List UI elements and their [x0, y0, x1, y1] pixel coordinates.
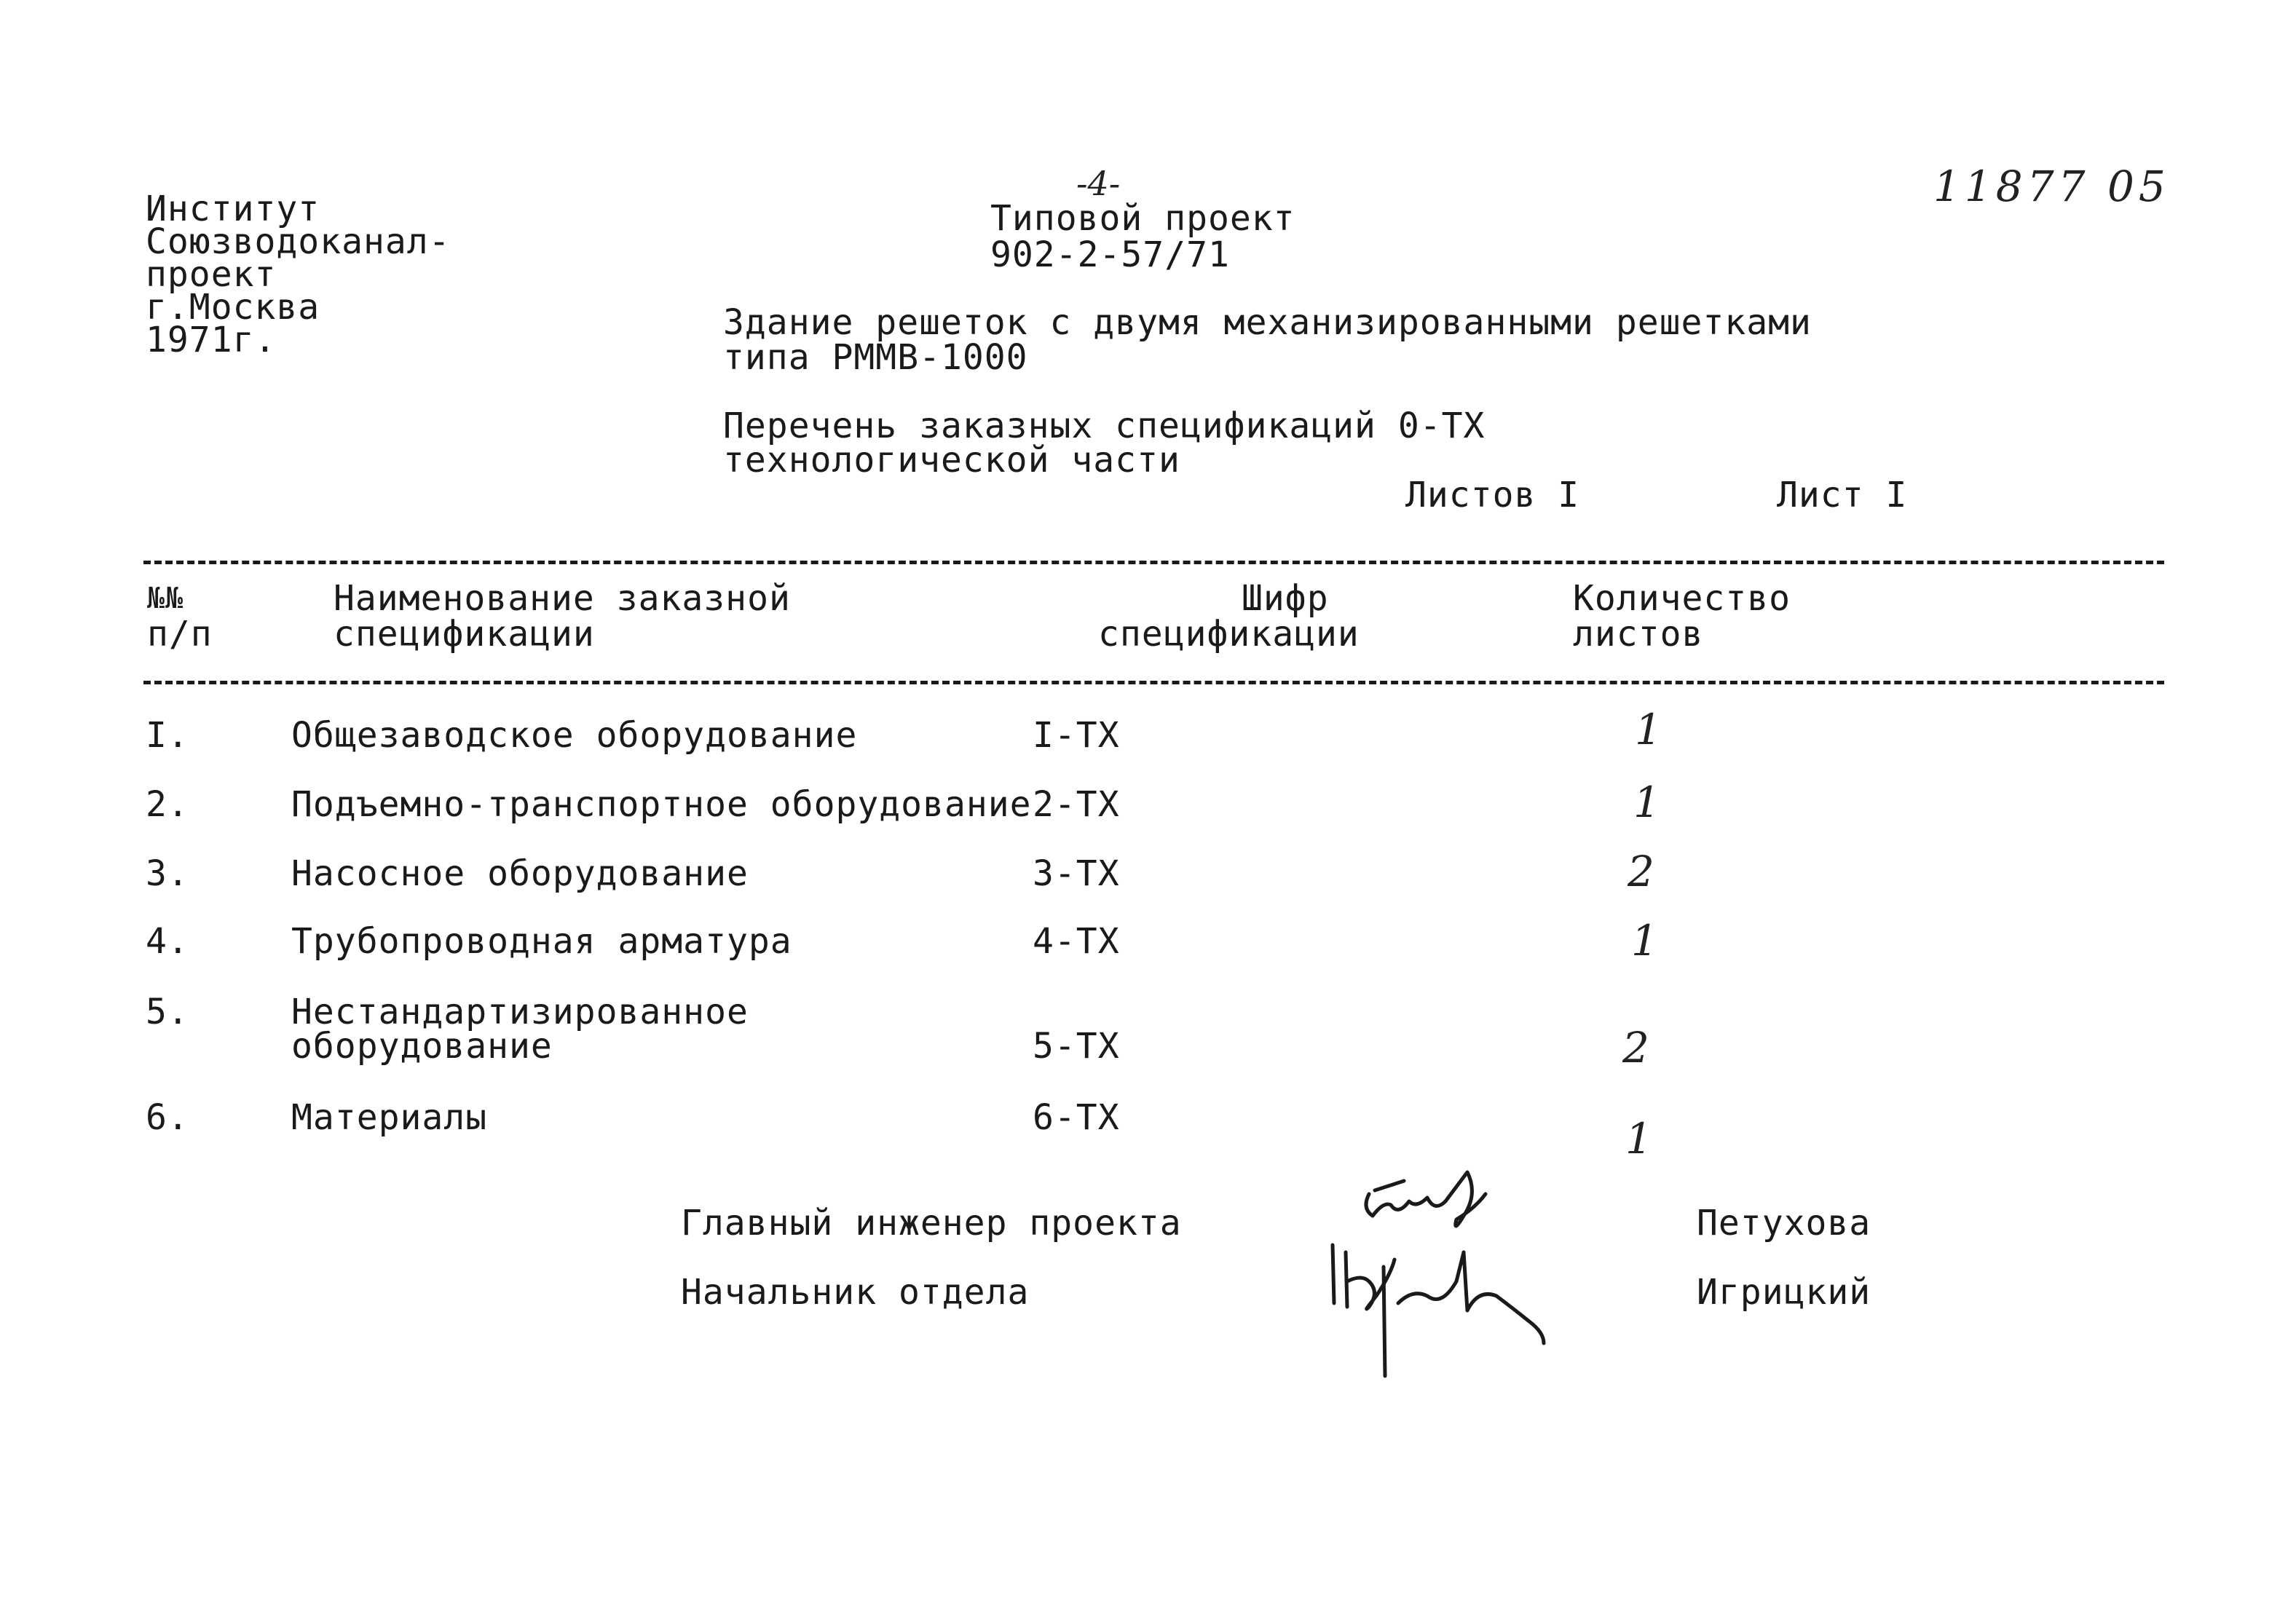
row-sheets: 1	[1633, 778, 1660, 827]
row-number: 6.	[146, 1097, 189, 1138]
signatory-name: Игрицкий	[1697, 1272, 1871, 1313]
institute-line: г.Москва	[146, 287, 320, 328]
col-header-code: Шифр	[1242, 578, 1329, 619]
col-header-name: Наименование заказной	[334, 578, 791, 619]
row-number: I.	[146, 715, 189, 756]
row-name: Насосное оборудование	[291, 853, 749, 894]
signatory-name: Петухова	[1697, 1203, 1871, 1244]
signatory-role: Начальник отдела	[681, 1272, 1030, 1313]
col-header-name-sub: спецификации	[334, 614, 595, 655]
row-sheets: 1	[1635, 705, 1662, 754]
document-subtitle: Перечень заказных спецификаций 0-ТХ	[723, 406, 1486, 446]
row-name: Трубопроводная арматура	[291, 921, 792, 962]
header-divider-bottom	[143, 681, 2164, 684]
row-sheets: 1	[1625, 1114, 1652, 1163]
row-name: Нестандартизированное	[291, 992, 749, 1032]
institute-line: Союзводоканал-	[146, 221, 451, 262]
project-title-continued: типа РММВ-1000	[723, 337, 1028, 378]
page-number: -4-	[1076, 164, 1121, 203]
col-header-sheets: Количество	[1573, 578, 1791, 619]
institute-line: проект	[146, 254, 277, 295]
row-name-continued: оборудование	[291, 1026, 553, 1067]
handwritten-signature	[1311, 1165, 1573, 1383]
row-number: 5.	[146, 992, 189, 1032]
row-name: Общезаводское оборудование	[291, 715, 858, 756]
row-name: Материалы	[291, 1097, 488, 1138]
row-number: 3.	[146, 853, 189, 894]
row-sheets: 2	[1622, 1023, 1649, 1072]
row-code: I-ТХ	[1033, 715, 1120, 756]
col-header-code-sub: спецификации	[1098, 614, 1360, 655]
sheet-number: Лист I	[1777, 475, 1908, 515]
row-code: 4-ТХ	[1033, 921, 1120, 962]
signatory-role: Главный инженер проекта	[681, 1203, 1182, 1244]
project-type: Типовой проект	[990, 198, 1295, 239]
sheets-total: Листов I	[1405, 475, 1580, 515]
col-header-sheets-sub: листов	[1573, 614, 1704, 655]
row-number: 4.	[146, 921, 189, 962]
row-name: Подъемно-транспортное оборудование	[291, 784, 1032, 825]
archive-number: 11877 05	[1933, 162, 2170, 211]
row-code: 5-ТХ	[1033, 1026, 1120, 1067]
row-sheets: 2	[1628, 847, 1654, 896]
col-header-number-sub: п/п	[147, 614, 213, 655]
row-code: 6-ТХ	[1033, 1097, 1120, 1138]
row-sheets: 1	[1631, 916, 1658, 965]
institute-year: 1971г.	[146, 320, 277, 360]
row-code: 2-ТХ	[1033, 784, 1120, 825]
document-subtitle-continued: технологической части	[723, 440, 1180, 481]
row-number: 2.	[146, 784, 189, 825]
row-code: 3-ТХ	[1033, 853, 1120, 894]
project-code: 902-2-57/71	[990, 234, 1230, 275]
project-title: Здание решеток с двумя механизированными решетками	[723, 302, 1812, 343]
institute-line: Институт	[146, 189, 320, 229]
col-header-number: №№	[147, 582, 184, 615]
header-divider-top	[143, 561, 2164, 564]
